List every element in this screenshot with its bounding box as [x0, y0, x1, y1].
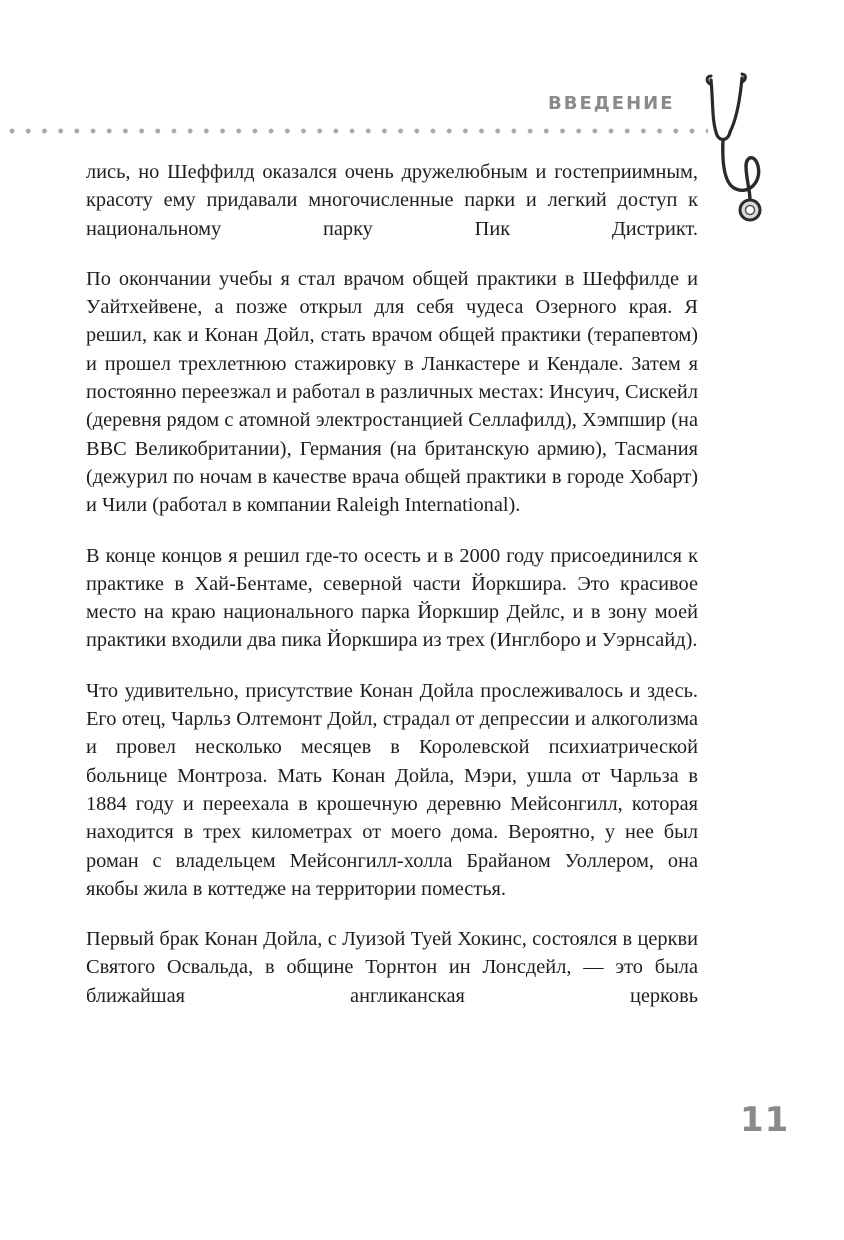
paragraph-5: Первый брак Конан Дойла, с Луизой Туей Хокинс, состоялся в церкви Святого Освальда, в общине Торнтон ин Лонсдейл, — это была ближайшая англиканская церковь [86, 928, 698, 1007]
paragraph-3: В конце концов я решил где-то осесть и в 2000 году присоединился к практике в Хай-Бентаме, северной части Йоркшира. Это красивое место на краю национального парка Йоркшир Дейлс, и в зону моей практики входили два пика Йоркшира из трех (Инглборо и Уэрнсайд). [86, 544, 698, 652]
body-text [86, 158, 698, 1032]
paragraph-1: лись, но Шеффилд оказался очень дружелюбным и гостеприимным, красоту ему придавали многочисленные парки и легкий доступ к национальному парку Пик Дистрикт. [86, 161, 698, 240]
paragraph-4: Что удивительно, присутствие Конан Дойла прослеживалось и здесь. Его отец, Чарльз Олтемонт Дойл, страдал от депрессии и алкоголизма и провел несколько месяцев в Королевской психиатрической больнице Монтроза. Мать Конан Дойла, Мэри, ушла от Чарльза в 1884 году и переехала в крошечную деревню Мейсонгилл, которая находится в трех километрах от моего дома. Вероятно, у нее был роман с владельцем Мейсонгилл-холла Брайаном Уоллером, она якобы жила в коттедже на территории поместья. [86, 679, 698, 900]
section-title: введение [548, 86, 675, 115]
stethoscope-icon [700, 70, 772, 230]
paragraph-2: По окончании учебы я стал врачом общей практики в Шеффилде и Уайтхейвене, а позже открыл для себя чудеса Озерного края. Я решил, как и Конан Дойл, стать врачом общей практики (терапевтом) и прошел трехлетнюю стажировку в Ланкастере и Кендале. Затем я постоянно переезжал и работал в различных местах: Инсуич, Сискейл (деревня рядом с атомной электростанцией Селлафилд), Хэмпшир (на ВВС Великобритании), Германия (на британскую армию), Тасмания (дежурил по ночам в качестве врача общей практики в городе Хобарт) и Чили (работал в компании Raleigh International). [86, 267, 698, 517]
page-number: 11 [740, 1100, 790, 1140]
dotted-divider [0, 128, 708, 134]
